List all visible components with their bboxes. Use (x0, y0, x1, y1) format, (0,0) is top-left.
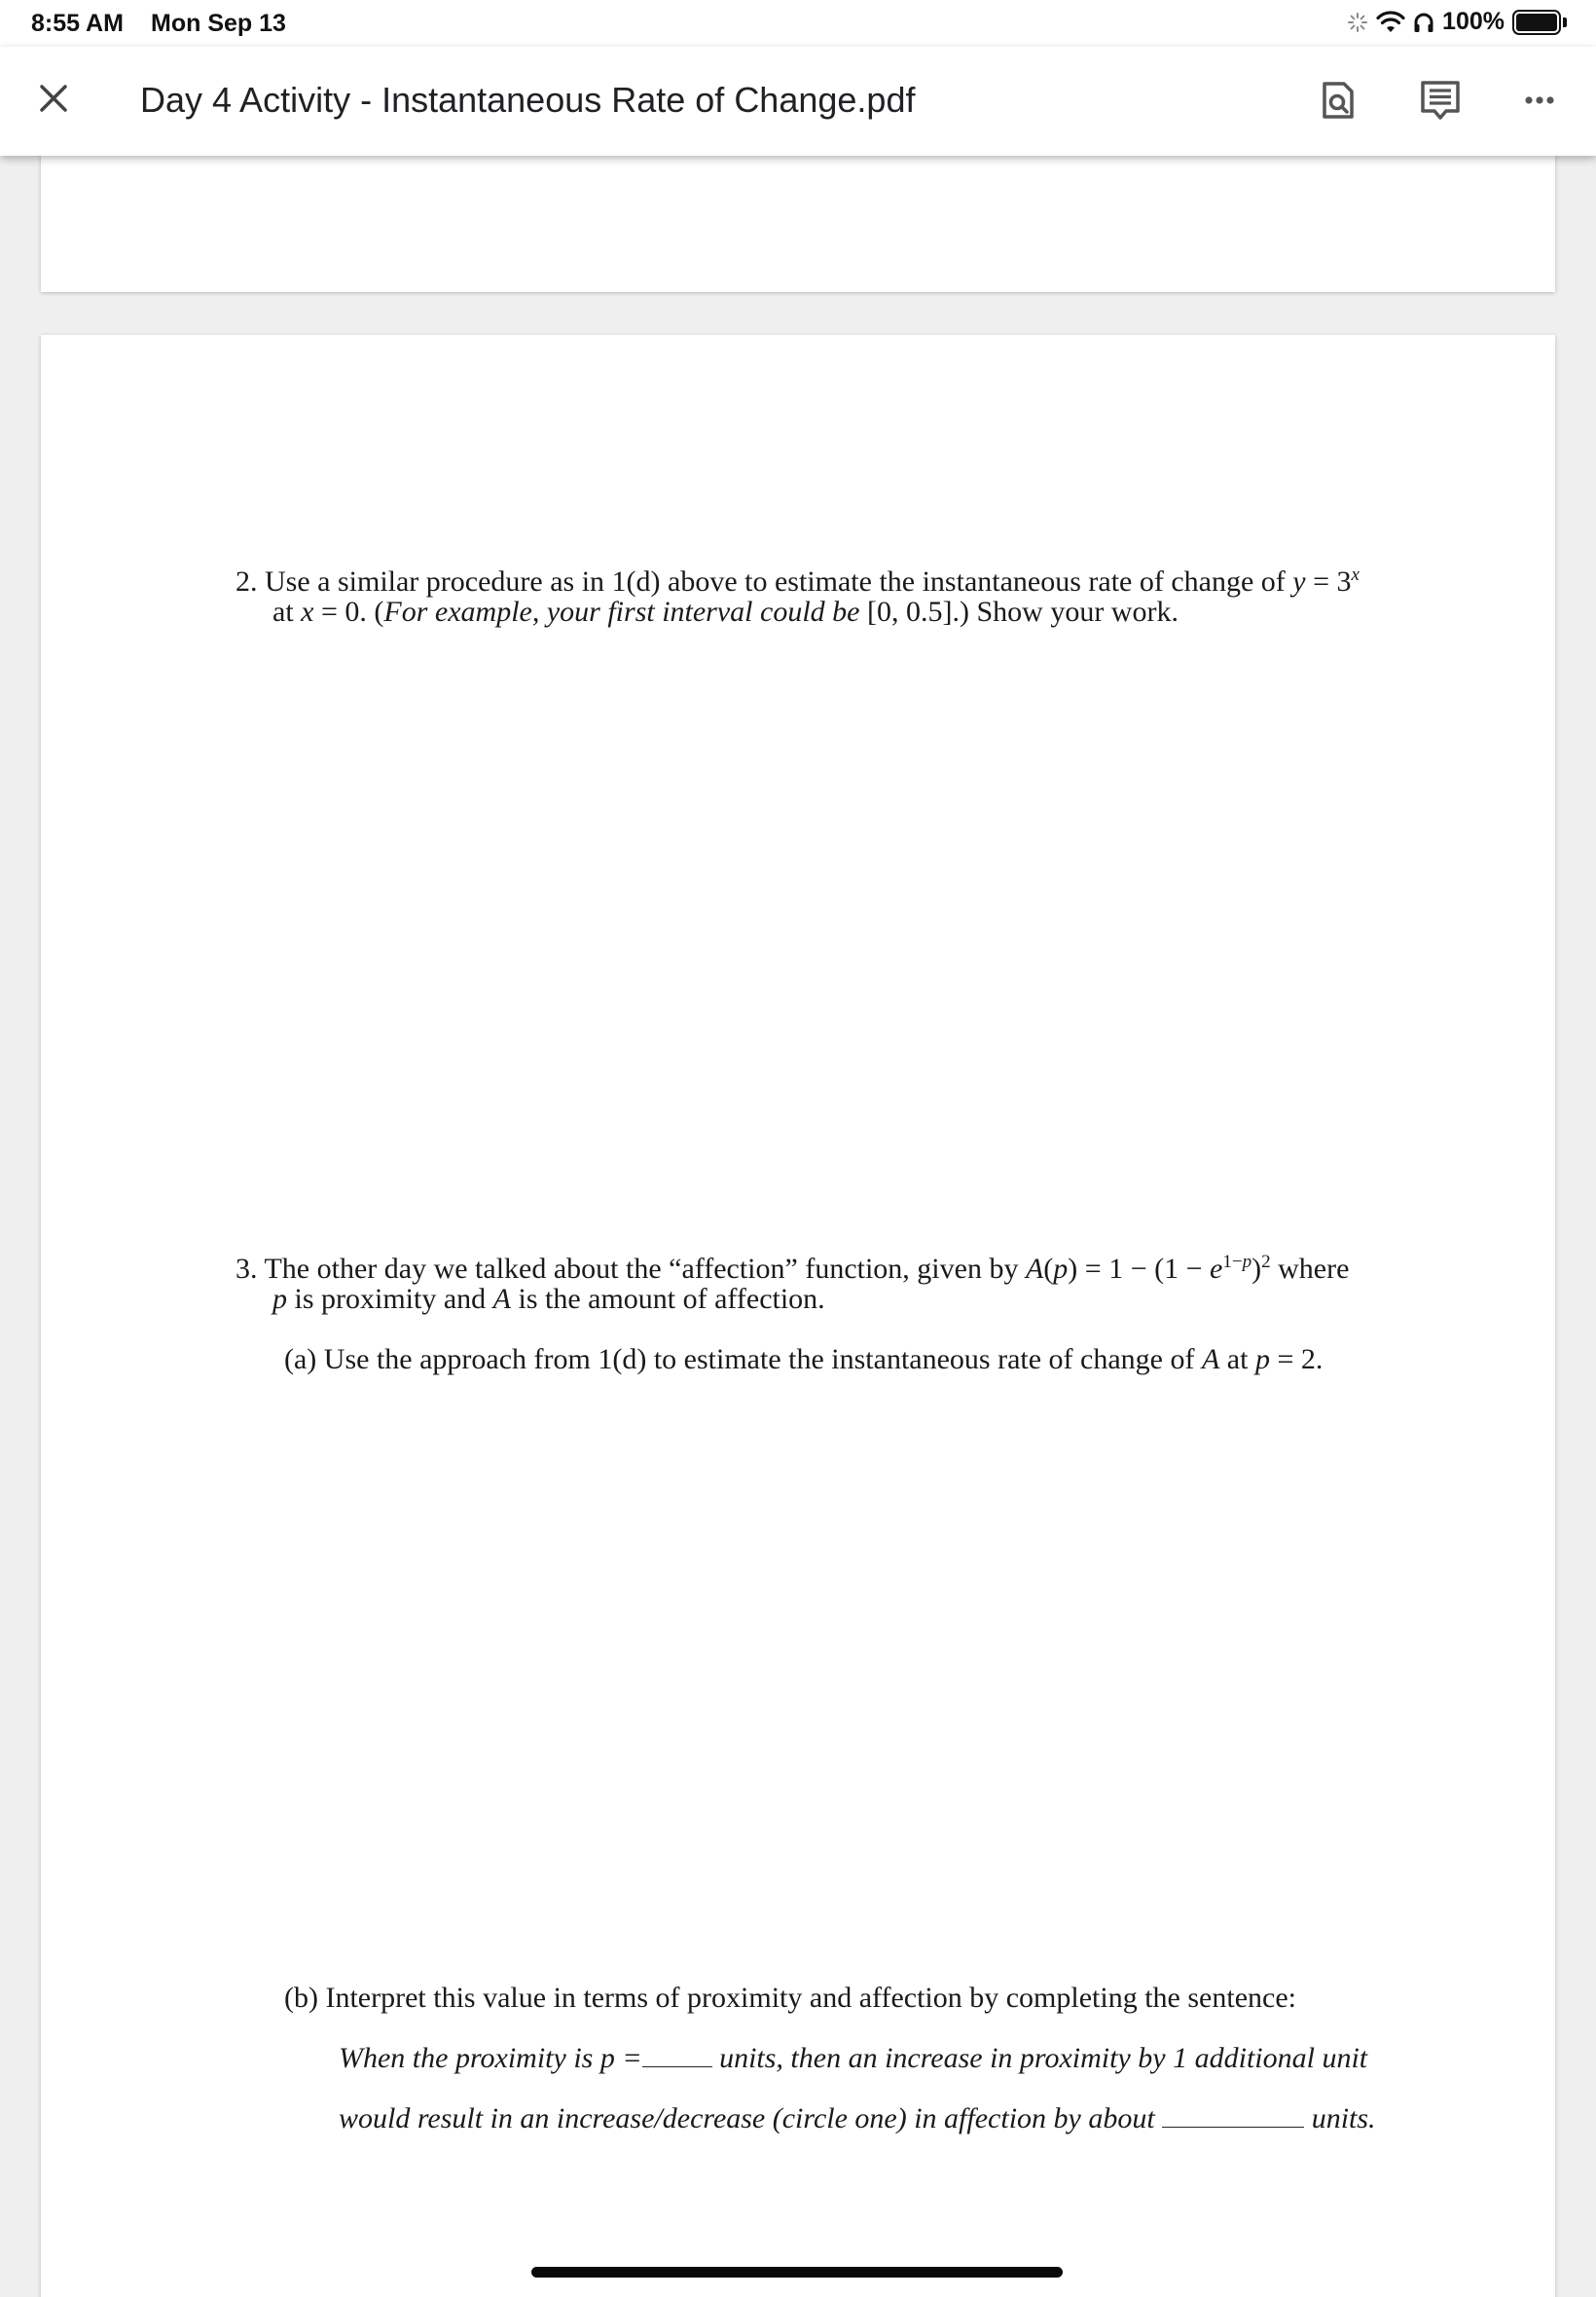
more-options-button[interactable] (1515, 76, 1564, 125)
q2-number: 2. (236, 565, 258, 598)
status-time: 8:55 AM (31, 10, 124, 37)
q3b-sentence2-a: would result in an increase/decrease (circle one) in affection by about (339, 2102, 1155, 2134)
find-in-page-button[interactable] (1314, 76, 1362, 125)
q3a-var-a: A (1201, 1343, 1220, 1375)
q3a-point: p = 2. (1254, 1343, 1324, 1375)
q2-function: $y = 3^x$ (1292, 565, 1360, 598)
q2-point: x = 0. (301, 596, 367, 628)
comments-button[interactable] (1416, 76, 1465, 125)
q2-text-at: at (272, 596, 294, 628)
q3-text-c: is the amount of affection. (518, 1283, 825, 1315)
q2-interval: [0, 0.5] (866, 596, 953, 628)
comments-icon (1416, 76, 1465, 125)
q3b-sentence-line2 (339, 2100, 1376, 2137)
proximity-blank[interactable] (642, 2061, 712, 2067)
loading-spinner-icon (1347, 12, 1368, 33)
q3a (284, 1341, 1323, 1378)
q3b-label: (b) (284, 1982, 318, 2014)
close-button[interactable] (29, 74, 78, 123)
status-right (1347, 8, 1567, 36)
q3-number: 3. (236, 1253, 258, 1285)
q2-example: For example, your first interval could be (383, 596, 860, 628)
q3-line2 (272, 1281, 825, 1318)
q2-line2: at x = 0. (For example, your first interval could be [0, 0.5].) Show your work. (272, 596, 1179, 628)
q2-text-a: Use a similar procedure as in 1(d) above to estimate the instantaneous rate of change of (265, 565, 1286, 598)
battery-icon (1512, 10, 1561, 35)
battery-level (1516, 14, 1557, 31)
q3-function: $A(p) = 1 - (1 - e^{1-p})^2$ (1025, 1252, 1271, 1285)
battery-percent: 100% (1442, 8, 1505, 35)
q3-text-b: is proximity and (294, 1283, 487, 1315)
pdf-page-previous (41, 136, 1555, 292)
battery-tip (1563, 18, 1567, 27)
q3b (284, 1980, 1296, 2017)
q3-text: The other day we talked about the “affection” function, given by (264, 1253, 1019, 1285)
document-title: Day 4 Activity - Instantaneous Rate of Change.pdf (140, 80, 916, 120)
q3-where: where (1278, 1253, 1350, 1285)
q2-instruction: Show your work. (976, 596, 1179, 628)
close-icon (29, 74, 78, 123)
headphones-icon (1413, 11, 1434, 34)
q3b-text: Interpret this value in terms of proximity and affection by completing the sentence: (325, 1982, 1296, 2014)
q3b-sentence1-a: When the proximity is p = (339, 2042, 642, 2074)
q3b-sentence-line1 (339, 2040, 1367, 2077)
q3b-sentence2-b: units. (1311, 2102, 1376, 2134)
q3-var-a: A (492, 1283, 511, 1315)
find-in-page-icon (1314, 76, 1362, 125)
q3-var-p: p (272, 1283, 287, 1315)
q3b-sentence1-b: units, then an increase in proximity by 1 additional unit (719, 2042, 1368, 2074)
pdf-page (41, 335, 1555, 2297)
q3a-label: (a) (284, 1343, 317, 1375)
wifi-icon (1376, 11, 1405, 34)
status-bar (0, 0, 1596, 47)
status-date: Mon Sep 13 (151, 10, 286, 37)
affection-blank[interactable] (1162, 2122, 1304, 2128)
q3a-text: Use the approach from 1(d) to estimate the instantaneous rate of change of (323, 1343, 1195, 1375)
q3a-at: at (1226, 1343, 1249, 1375)
home-indicator[interactable] (531, 2267, 1063, 2278)
viewer-toolbar (0, 47, 1596, 156)
more-options-icon (1515, 76, 1564, 125)
